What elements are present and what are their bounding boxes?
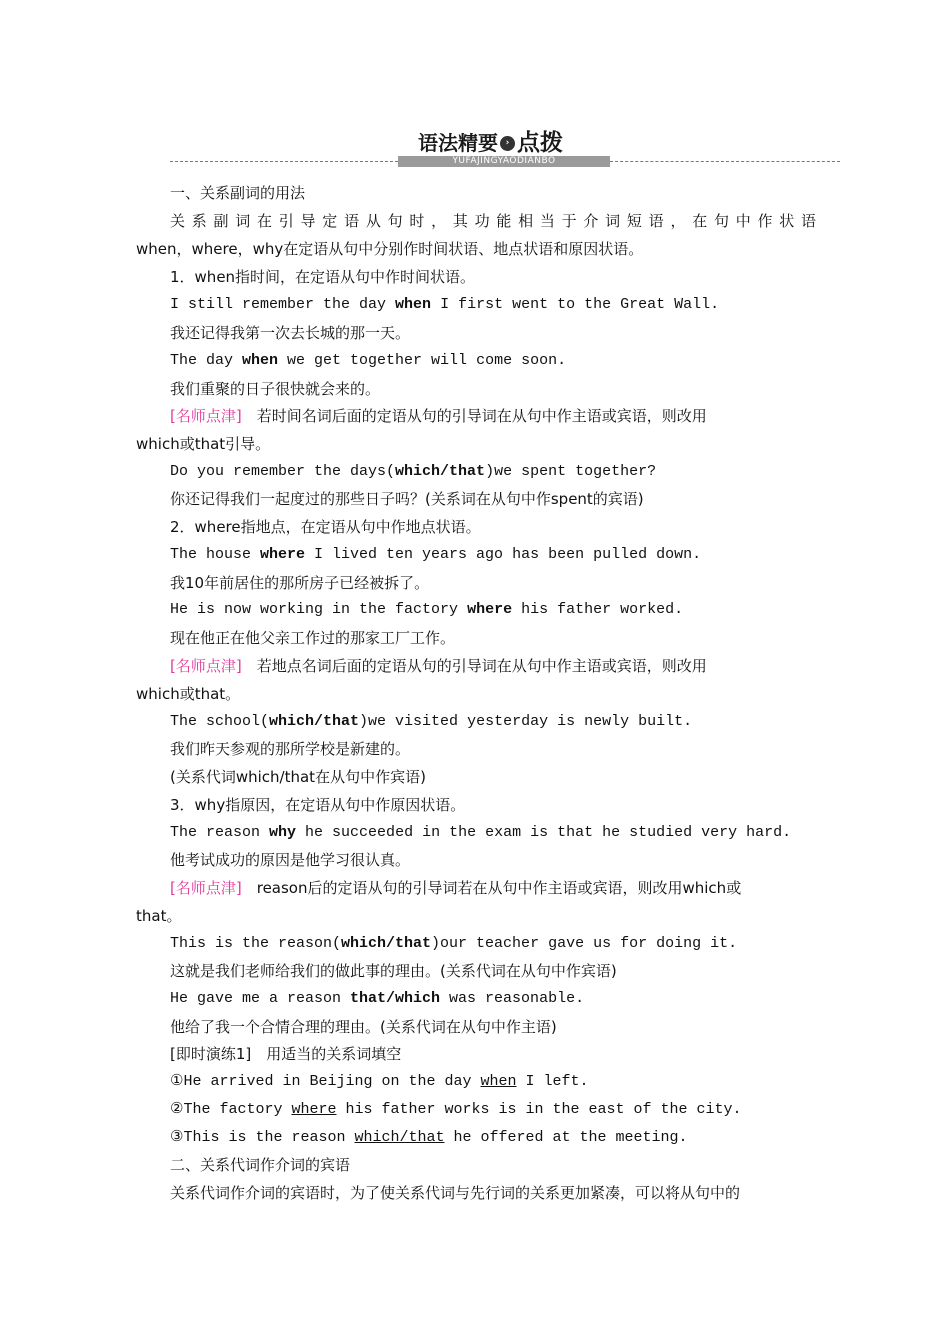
translation: 他考试成功的原因是他学习很认真。	[170, 851, 411, 869]
point-heading: 2．where指地点，在定语从句中作地点状语。	[170, 518, 481, 536]
example-sentence: The school(which/that)we visited yesterday is newly built.	[170, 713, 693, 730]
banner-title-main: 语法精要	[418, 131, 498, 155]
answer-blank: which/that	[354, 1129, 445, 1146]
answer-blank: where	[291, 1101, 337, 1118]
translation: 我们重聚的日子很快就会来的。	[170, 380, 381, 398]
exercise-item: ①He arrived in Beijing on the day when I left.	[170, 1073, 589, 1090]
example-sentence: The house where I lived ten years ago has been pulled down.	[170, 546, 702, 563]
chevron-right-icon: ›	[500, 136, 515, 151]
paragraph-line: when，where，why在定语从句中分别作时间状语、地点状语和原因状语。	[136, 240, 644, 258]
example-sentence: The reason why he succeeded in the exam is that he studied very hard.	[170, 824, 792, 841]
banner-rule-left	[170, 161, 398, 162]
banner-title-accent: 点拨	[517, 130, 563, 156]
exercise-item: ②The factory where his father works is in the east of the city.	[170, 1101, 742, 1118]
paragraph-line: 关系副词在引导定语从句时，其功能相当于介词短语，在句中作状语	[170, 212, 816, 230]
answer-blank: when	[480, 1073, 517, 1090]
banner-subtitle: YUFAJINGYAODIANBO	[398, 156, 610, 167]
teacher-tip: [名师点津] 若时间名词后面的定语从句的引导词在从句中作主语或宾语，则改用	[170, 407, 707, 425]
translation: 我还记得我第一次去长城的那一天。	[170, 324, 411, 342]
point-heading: 1．when指时间，在定语从句中作时间状语。	[170, 268, 476, 286]
translation: 现在他正在他父亲工作过的那家工厂工作。	[170, 629, 456, 647]
tip-label: [名师点津]	[170, 879, 242, 897]
example-sentence: Do you remember the days(which/that)we spent together?	[170, 463, 657, 480]
tip-label: [名师点津]	[170, 657, 242, 675]
section-banner	[170, 128, 840, 170]
banner-rule-right	[610, 161, 840, 162]
note: (关系代词which/that在从句中作宾语)	[170, 768, 426, 786]
teacher-tip: [名师点津] 若地点名词后面的定语从句的引导词在从句中作主语或宾语，则改用	[170, 657, 707, 675]
translation: 他给了我一个合情合理的理由。(关系代词在从句中作主语)	[170, 1018, 557, 1036]
example-sentence: The day when we get together will come soon.	[170, 352, 567, 369]
point-heading: 3．why指原因，在定语从句中作原因状语。	[170, 796, 466, 814]
tip-label: [名师点津]	[170, 407, 242, 425]
teacher-tip-cont: that。	[136, 907, 182, 925]
teacher-tip-cont: which或that引导。	[136, 435, 271, 453]
example-sentence: This is the reason(which/that)our teacher gave us for doing it.	[170, 935, 738, 952]
paragraph-line: 关系代词作介词的宾语时，为了使关系代词与先行词的关系更加紧凑，可以将从句中的	[170, 1184, 741, 1202]
teacher-tip: [名师点津] reason后的定语从句的引导词若在从句中作主语或宾语，则改用which或	[170, 879, 742, 897]
teacher-tip-cont: which或that。	[136, 685, 241, 703]
example-sentence: He gave me a reason that/which was reasonable.	[170, 990, 585, 1007]
exercise-title: [即时演练1] 用适当的关系词填空	[170, 1045, 402, 1063]
translation: 你还记得我们一起度过的那些日子吗？(关系词在从句中作spent的宾语)	[170, 490, 644, 508]
banner-title	[418, 130, 563, 156]
translation: 我们昨天参观的那所学校是新建的。	[170, 740, 411, 758]
example-sentence: I still remember the day when I first went to the Great Wall.	[170, 296, 720, 313]
example-sentence: He is now working in the factory where his father worked.	[170, 601, 684, 618]
section-heading: 二、关系代词作介词的宾语	[170, 1156, 351, 1174]
translation: 我10年前居住的那所房子已经被拆了。	[170, 574, 430, 592]
translation: 这就是我们老师给我们的做此事的理由。(关系代词在从句中作宾语)	[170, 962, 617, 980]
section-heading: 一、关系副词的用法	[170, 184, 306, 202]
exercise-item: ③This is the reason which/that he offered at the meeting.	[170, 1129, 688, 1146]
